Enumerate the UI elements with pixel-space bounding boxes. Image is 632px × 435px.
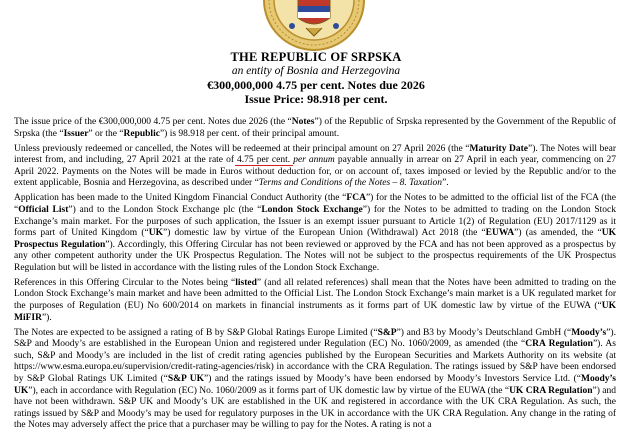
paragraph-issue-price: The issue price of the €300,000,000 4.75 per cent. Notes due 2026 (the “Notes”) of the Republic of Srpska represented by the Government of the Republic of Srpska (the “Issuer” or the “Republic”) is 98.918 per cent. of their principal amount. (14, 117, 616, 139)
paragraph-listed-definition: References in this Offering Circular to the Notes being “listed” (and all related references) shall mean that the Notes have been admitted to trading on the London Stock Exchange’s main market and have been admitted to the Official List. The London Stock Exchange’s main market is a UK regulated market for the purposes of Regulation (EU) No 600/2014 on markets in financial instruments as it forms part of UK domestic law by virtue of the EUWA (“UK MiFIR”). (14, 277, 616, 323)
notes-title: €300,000,000 4.75 per cent. Notes due 2026 (207, 78, 425, 92)
document-header (0, 50, 632, 106)
paragraph-maturity-interest: Unless previously redeemed or cancelled, the Notes will be redeemed at their principal amount on 27 April 2026 (the “Maturity Date”). The Notes will bear interest from, and including, 27 April 2021 at the rate of 4.75 per cent. per annum payable annually in arrear on 27 April in each year, commencing on 27 April 2022. Payments on the Notes will be made in Euros without deduction for, or on account of, taxes imposed or levied by the Republic and/or to the extent applicable, Bosnia and Herzegovina, as described under “Terms and Conditions of the Notes – 8. Taxation”. (14, 143, 617, 189)
document-body (14, 117, 616, 435)
coat-of-arms-seal-icon (262, 0, 366, 52)
issuer-subtitle: an entity of Bosnia and Herzegovina (231, 65, 401, 77)
paragraph-ratings: The Notes are expected to be assigned a rating of B by S&P Global Ratings Europe Limited (“S&P”) and B3 by Moody’s Deutschland GmbH (“Moody’s”). S&P and Moody’s are established in the European Union and registered under Regulation (EC) No. 1060/2009, as amended (the “CRA Regulation”). As such, S&P and Moody’s are included in the list of credit rating agencies published by the European Securities and Markets Authority on its website (at https://www.esma.europa.eu/supervision/credit-rating-agencies/risk) in accordance with the CRA Regulation. The ratings issued by S&P have been endorsed by S&P Global Ratings UK Limited (“S&P UK”) and the ratings issued by Moody’s have been endorsed by Moody’s Investors Service Ltd. (“Moody’s UK”), each in accordance with Regulation (EC) No. 1060/2009 as it forms part of UK domestic law by virtue of the EUWA (the “UK CRA Regulation”) and have not been withdrawn. S&P UK and Moody’s UK are established in the UK and registered in accordance with the UK CRA Regulation. As such, the ratings issued by S&P and Moody’s may be used for regulatory purposes in the UK in accordance with the UK CRA Regulation. Any change in the rating of the Notes may adversely affect the price that a purchaser may be willing to pay for the Notes. A rating is not a (14, 327, 616, 431)
interest-rate-highlight: 4.75 per cent. (237, 155, 291, 166)
issue-price: Issue Price: 98.918 per cent. (244, 92, 388, 106)
issuer-title: THE REPUBLIC OF SRPSKA (230, 50, 402, 64)
paragraph-listing-application: Application has been made to the United Kingdom Financial Conduct Authority (the “FCA”) for the Notes to be admitted to the official list of the FCA (the “Official List”) and to the London Stock Exchange plc (the “London Stock Exchange”) for the Notes to be admitted to trading on the London Stock Exchange’s main market. For the purposes of such application, the Issuer is an exempt issuer pursuant to Article 1(2) of Regulation (EU) 2017/1129 as it forms part of United Kingdom (“UK”) domestic law by virtue of the European Union (Withdrawal) Act 2018 (the “EUWA”) (as amended, the “UK Prospectus Regulation”). Accordingly, this Offering Circular has not been reviewed or approved by the FCA and has not been approved as a prospectus by any other competent authority under the UK Prospectus Regulation. The Notes will not be subject to the prospectus requirements of the UK Prospectus Regulation but will be listed in accordance with the listing rules of the London Stock Exchange. (14, 193, 617, 273)
